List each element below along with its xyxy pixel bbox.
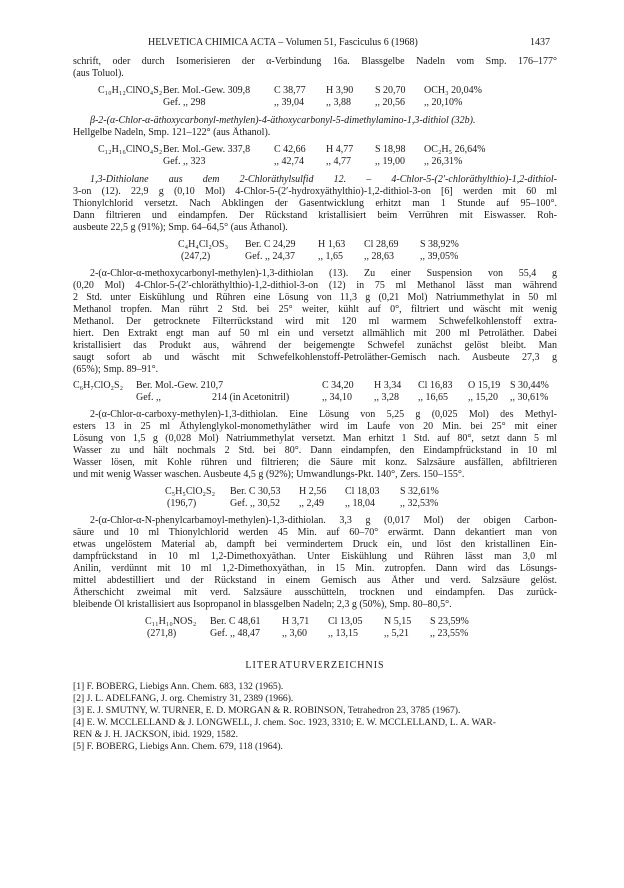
text-line: saugt sofort ab und wäscht mit Schwefelkohlenstoff-Petroläther-Gemisch nach. Ausbeute 27,3 g: [73, 352, 557, 363]
analysis-cell: ,, 1,65: [318, 251, 343, 262]
text-line: 2-(α-Chlor-α-carboxy-methylen)-1,3-dithiolan. Eine Lösung von 5,25 g (0,025 Mol) des Methyl-: [90, 409, 557, 420]
analysis-cell: ,, 20,10%: [424, 97, 463, 108]
text-line: bleibende Öl kristallisiert aus Isopropanol in blassgelben Nadeln; 2,3 g (50%), Smp. 80–80,5°.: [73, 599, 452, 610]
text-line: Wasser zu und hält nochmals 2 Std. bei 80°. Dann eindampfen, den Eindampfrückstand in 10 ml: [73, 445, 557, 456]
analysis-mw: (196,7): [167, 498, 197, 509]
analysis-cell: Gef. ,,: [136, 392, 161, 403]
running-title: HELVETICA CHIMICA ACTA – Volumen 51, Fasciculus 6 (1968): [148, 37, 418, 48]
analysis-cell: S 38,92%: [420, 239, 459, 250]
text-line: etwas ungelöstem Material ab, dampft bei vermindertem Druck ein, und löst den kristallinen Ein-: [73, 539, 557, 550]
analysis-cell: H 1,63: [318, 239, 346, 250]
analysis-cell: Ber. Mol.-Gew. 309,8: [163, 85, 251, 96]
analysis-cell: Gef. ,, 24,37: [245, 251, 295, 262]
text-line: Thionylchlorid versetzt. Nach Abklingen der Gasentwicklung erhitzt man 1 Stunde auf 95–100°.: [73, 198, 557, 209]
reference-item: REN & J. H. JACKSON, ibid. 1929, 1582.: [73, 729, 238, 740]
analysis-cell: Ber. Mol.-Gew. 210,7: [136, 380, 224, 391]
analysis-cell: S 20,70: [375, 85, 406, 96]
text-line: Hellgelbe Nadeln, Smp. 121–122° (aus Äthanol).: [73, 127, 271, 138]
reference-item: [3] E. J. SMUTNY, W. TURNER, E. D. MORGAN & R. ROBINSON, Tetrahedron 23, 3785 (1967).: [73, 705, 461, 716]
analysis-cell: H 3,90: [326, 85, 354, 96]
analysis-cell: Gef. ,, 48,47: [210, 628, 260, 639]
analysis-cell: Ber. C 24,29: [245, 239, 296, 250]
text-line: dampfrückstand in 10 ml 1,2-Dimethoxyäthan. Unter Eiskühlung und Rühren lässt man 3,0 ml: [73, 551, 557, 562]
analysis-cell: Cl 16,83: [418, 380, 453, 391]
analysis-cell: Cl 13,05: [328, 616, 363, 627]
text-line: Methanol. Der getrocknete Filterrückstand wird mit 120 ml warmem Schwefelkohlenstoff extra-: [73, 316, 557, 327]
text-line: Ätherschicht zweimal mit verd. Salzsäure ausschütteln, trocknen und eindampfen. Das zurück-: [73, 587, 557, 598]
analysis-cell: O 15,19: [468, 380, 501, 391]
analysis-cell: Ber. C 48,61: [210, 616, 261, 627]
analysis-formula: C₁₁H₁₀NOS₂: [145, 616, 197, 627]
analysis-cell: S 23,59%: [430, 616, 469, 627]
analysis-cell: Cl 28,69: [364, 239, 399, 250]
analysis-cell: N 5,15: [384, 616, 412, 627]
analysis-cell: OCH₃ 20,04%: [424, 85, 482, 96]
text-line: Anilin, verdünnt mit 10 ml 1,2-Dimethoxyäthan, in 15 Min. zutropfen. Dann wird das Lösungs-: [73, 563, 557, 574]
text-line: esters 13 in 25 ml Äthylenglykol-monomethyläther wird im Laufe von 20 Min. bei 25° mit einer: [73, 421, 557, 432]
text-line: (65%); Smp. 89–91°.: [73, 364, 159, 375]
text-line: 2-(α-Chlor-α-methoxycarbonyl-methylen)-1,3-dithiolan (13). Zu einer Suspension von 55,4 g: [90, 268, 557, 279]
text-line: ausbeute 22,5 g (91%); Smp. 64–64,5° (aus Äthanol).: [73, 222, 288, 233]
text-line: schrift, oder durch Isomerisieren der α-Verbindung 16a. Blassgelbe Nadeln vom Smp. 176–177°: [73, 56, 557, 67]
analysis-cell: S 32,61%: [400, 486, 439, 497]
analysis-cell: ,, 2,49: [299, 498, 324, 509]
analysis-cell: ,, 3,28: [374, 392, 399, 403]
reference-item: [1] F. BOBERG, Liebigs Ann. Chem. 683, 132 (1965).: [73, 681, 284, 692]
text-line: Dann filtrieren und eindampfen. Der Rückstand kristallisiert beim Verrühren mit Eiswasser. Roh-: [73, 210, 557, 221]
reference-item: [4] E. W. MCCLELLAND & J. LONGWELL, J. chem. Soc. 1923, 3310; E. W. MCCLELLAND, L. A. WAR-: [73, 717, 496, 728]
analysis-cell: ,, 20,56: [375, 97, 405, 108]
section-heading-line: 1,3-Dithiolane aus dem 2-Chloräthylsulfid 12. – 4-Chlor-5-(2′-chloräthylthio)-1,2-dithiol-: [90, 174, 557, 185]
analysis-cell: ,, 32,53%: [400, 498, 439, 509]
text-line: und mit wenig Wasser waschen. Ausbeute 4,5 g (92%); Umwandlungs-Pkt. 140°, Zers. 150–155°.: [73, 469, 465, 480]
text-line: hiert. Den Extrakt engt man auf 50 ml ein und versetzt allmählich mit 200 ml Petroläther. Dabei: [73, 328, 557, 339]
analysis-cell: ,, 30,61%: [510, 392, 549, 403]
analysis-formula: C₁₀H₁₂ClNO₄S₂: [98, 85, 163, 96]
page-number: 1437: [530, 37, 550, 48]
analysis-cell: Gef. ,, 298: [163, 97, 206, 108]
analysis-cell: C 42,66: [274, 144, 306, 155]
analysis-cell: Gef. ,, 323: [163, 156, 206, 167]
text-line: säure und 10 ml Thionylchlorid werden 45 Min. auf 60–70° erwärmt. Dann dekantiert man von: [73, 527, 557, 538]
analysis-mw: (271,8): [147, 628, 177, 639]
analysis-cell: ,, 23,55%: [430, 628, 469, 639]
analysis-cell: C 34,20: [322, 380, 354, 391]
analysis-cell: ,, 18,04: [345, 498, 375, 509]
text-line: kristallisiert das Produkt aus, während der beigemengte Schwefel zunächst gelöst bleibt. Man: [73, 340, 557, 351]
references-heading: LITERATURVERZEICHNIS: [245, 660, 385, 671]
analysis-cell: H 3,71: [282, 616, 310, 627]
analysis-cell: Gef. ,, 30,52: [230, 498, 280, 509]
analysis-cell: ,, 26,31%: [424, 156, 463, 167]
analysis-cell: C 38,77: [274, 85, 306, 96]
analysis-cell: OC₂H₅ 26,64%: [424, 144, 486, 155]
text-line: mittel abdestilliert und der Rückstand in einem Gemisch aus Äther und verd. Salzsäure gelöst.: [73, 575, 557, 586]
text-line: Wasser lösen, mit Kohle rühren und filtrieren; die Säure mit konz. Salzsäure ausfällen, abfiltrieren: [73, 457, 557, 468]
analysis-cell: ,, 28,63: [364, 251, 394, 262]
analysis-cell: ,, 13,15: [328, 628, 358, 639]
compound-heading: β-2-(α-Chlor-α-äthoxycarbonyl-methylen)-4-äthoxycarbonyl-5-dimethylamino-1,3-dithiol (32b).: [90, 115, 476, 126]
text-line: Methanol tropfen. Man rührt 2 Std. bei 25° weiter, kühlt auf 0°, filtriert und wäscht mit wenig: [73, 304, 557, 315]
analysis-cell: ,, 16,65: [418, 392, 448, 403]
analysis-cell: ,, 15,20: [468, 392, 498, 403]
analysis-cell: ,, 5,21: [384, 628, 409, 639]
analysis-cell: Ber. C 30,53: [230, 486, 281, 497]
reference-item: [5] F. BOBERG, Liebigs Ann. Chem. 679, 118 (1964).: [73, 741, 283, 752]
text-line: Lösung von 1,5 g (0,028 Mol) Natriummethylat versetzt. Man erhitzt 1 Std. auf 80°, setzt dann 5 ml: [73, 433, 557, 444]
analysis-formula: C₁₂H₁₆ClNO₄S₂: [98, 144, 163, 155]
analysis-cell: ,, 39,05%: [420, 251, 459, 262]
analysis-formula: C₆H₇ClO₂S₂: [73, 380, 124, 391]
analysis-cell: ,, 19,00: [375, 156, 405, 167]
text-line: 3-on (12). 22,9 g (0,10 Mol) 4-Chlor-5-(2′-hydroxyäthylthio)-1,2-dithiol-3-on [6] werden mit 60 ml: [73, 186, 557, 197]
analysis-cell: S 18,98: [375, 144, 406, 155]
text-line: (0,20 Mol) 4-Chlor-5-(2′-chloräthylthio)-1,2-dithiol-3-on (12) in 75 ml Methanol lässt man während: [73, 280, 557, 291]
analysis-cell: Cl 18,03: [345, 486, 380, 497]
text-line: 2-(α-Chlor-α-N-phenylcarbamoyl-methylen)-1,3-dithiolan. 3,3 g (0,017 Mol) der obigen Carbon-: [90, 515, 557, 526]
analysis-mw: (247,2): [181, 251, 211, 262]
analysis-formula: C₅H₅ClO₂S₂: [165, 486, 216, 497]
analysis-cell: ,, 3,88: [326, 97, 351, 108]
analysis-cell: ,, 4,77: [326, 156, 351, 167]
analysis-formula: C₄H₄Cl₂OS₃: [178, 239, 229, 250]
analysis-cell: H 4,77: [326, 144, 354, 155]
analysis-cell: Ber. Mol.-Gew. 337,8: [163, 144, 251, 155]
analysis-cell: 214 (in Acetonitril): [212, 392, 290, 403]
analysis-cell: ,, 39,04: [274, 97, 304, 108]
analysis-cell: S 30,44%: [510, 380, 549, 391]
analysis-cell: ,, 34,10: [322, 392, 352, 403]
analysis-cell: ,, 42,74: [274, 156, 304, 167]
reference-item: [2] J. L. ADELFANG, J. org. Chemistry 31, 2389 (1966).: [73, 693, 294, 704]
text-line: (aus Toluol).: [73, 68, 124, 79]
analysis-cell: H 2,56: [299, 486, 327, 497]
text-line: 2 Std. unter Eiskühlung und Rühren eine Lösung von 11,3 g (0,21 Mol) Natriummethylat in 50 ml: [73, 292, 557, 303]
analysis-cell: ,, 3,60: [282, 628, 307, 639]
analysis-cell: H 3,34: [374, 380, 402, 391]
